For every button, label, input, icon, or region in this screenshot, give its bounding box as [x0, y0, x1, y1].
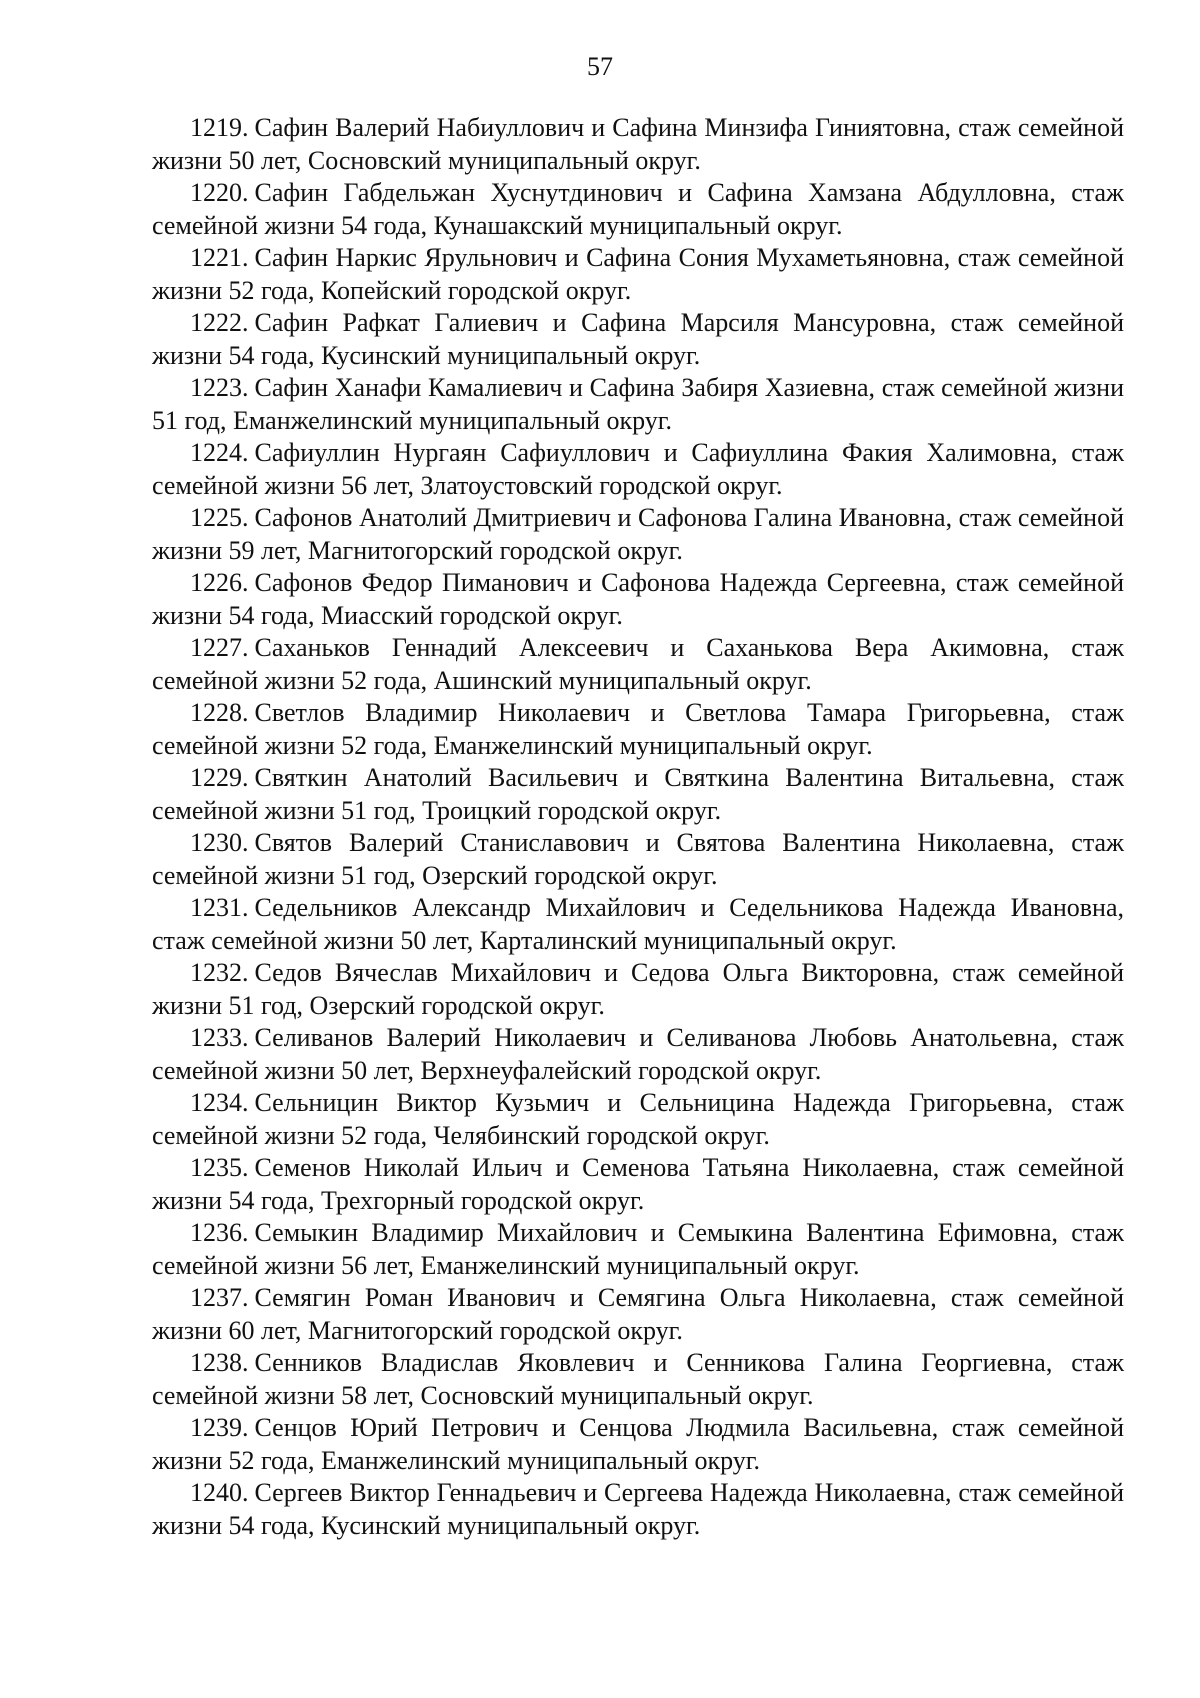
entry-number: 1221. [190, 243, 249, 272]
entry-text: Седельников Александр Михайлович и Седельникова Надежда Ивановна, стаж семейной жизни 50 лет, Карталинский муниципальный округ. [152, 893, 1124, 955]
list-item [152, 1087, 1124, 1152]
entry-number: 1227. [190, 633, 249, 662]
list-item [152, 112, 1124, 177]
list-item [152, 437, 1124, 502]
entry-text: Сафин Габдельжан Хуснутдинович и Сафина Хамзана Абдулловна, стаж семейной жизни 54 года, Кунашакский муниципальный округ. [152, 178, 1124, 240]
list-item [152, 1217, 1124, 1282]
list-item [152, 1152, 1124, 1217]
list-item [152, 1022, 1124, 1087]
list-item [152, 242, 1124, 307]
entry-number: 1228. [190, 698, 249, 727]
entry-text: Сельницин Виктор Кузьмич и Сельницина Надежда Григорьевна, стаж семейной жизни 52 года, Челябинский городской округ. [152, 1088, 1124, 1150]
entry-text: Селиванов Валерий Николаевич и Селиванова Любовь Анатольевна, стаж семейной жизни 50 лет, Верхнеуфалейский городской округ. [152, 1023, 1124, 1085]
entry-number: 1224. [190, 438, 249, 467]
entry-text: Сафонов Анатолий Дмитриевич и Сафонова Галина Ивановна, стаж семейной жизни 59 лет, Магнитогорский городской округ. [152, 503, 1124, 565]
entry-text: Святов Валерий Станиславович и Святова Валентина Николаевна, стаж семейной жизни 51 год, Озерский городской округ. [152, 828, 1124, 890]
list-item [152, 827, 1124, 892]
entry-number: 1237. [190, 1283, 249, 1312]
list-item [152, 502, 1124, 567]
entry-text: Саханьков Геннадий Алексеевич и Саханькова Вера Акимовна, стаж семейной жизни 52 года, Ашинский муниципальный округ. [152, 633, 1124, 695]
list-item [152, 632, 1124, 697]
entry-number: 1222. [190, 308, 249, 337]
list-item [152, 1347, 1124, 1412]
entry-text: Сафин Наркис Ярульнович и Сафина Сония Мухаметьяновна, стаж семейной жизни 52 года, Копейский городской округ. [152, 243, 1124, 305]
entry-list [152, 112, 1124, 1542]
entry-number: 1233. [190, 1023, 249, 1052]
list-item [152, 567, 1124, 632]
entry-number: 1220. [190, 178, 249, 207]
list-item [152, 1412, 1124, 1477]
entry-number: 1230. [190, 828, 249, 857]
entry-text: Сенцов Юрий Петрович и Сенцова Людмила Васильевна, стаж семейной жизни 52 года, Еманжелинский муниципальный округ. [152, 1413, 1124, 1475]
entry-number: 1223. [190, 373, 249, 402]
entry-text: Семенов Николай Ильич и Семенова Татьяна Николаевна, стаж семейной жизни 54 года, Трехгорный городской округ. [152, 1153, 1124, 1215]
entry-number: 1235. [190, 1153, 249, 1182]
entry-number: 1231. [190, 893, 249, 922]
list-item [152, 1282, 1124, 1347]
list-item [152, 1477, 1124, 1542]
list-item [152, 177, 1124, 242]
list-item [152, 892, 1124, 957]
entry-text: Сафин Ханафи Камалиевич и Сафина Забиря Хазиевна, стаж семейной жизни 51 год, Еманжелинский муниципальный округ. [152, 373, 1124, 435]
entry-text: Седов Вячеслав Михайлович и Седова Ольга Викторовна, стаж семейной жизни 51 год, Озерский городской округ. [152, 958, 1124, 1020]
list-item [152, 372, 1124, 437]
entry-number: 1219. [190, 113, 249, 142]
entry-number: 1232. [190, 958, 249, 987]
entry-text: Сафиуллин Нургаян Сафиуллович и Сафиуллина Факия Халимовна, стаж семейной жизни 56 лет, Златоустовский городской округ. [152, 438, 1124, 500]
entry-number: 1236. [190, 1218, 249, 1247]
list-item [152, 957, 1124, 1022]
entry-number: 1239. [190, 1413, 249, 1442]
page-number: 57 [587, 52, 613, 81]
entry-number: 1225. [190, 503, 249, 532]
entry-text: Сергеев Виктор Геннадьевич и Сергеева Надежда Николаевна, стаж семейной жизни 54 года, Кусинский муниципальный округ. [152, 1478, 1124, 1540]
entry-text: Сафин Рафкат Галиевич и Сафина Марсиля Мансуровна, стаж семейной жизни 54 года, Кусинский муниципальный округ. [152, 308, 1124, 370]
list-item [152, 307, 1124, 372]
entry-number: 1229. [190, 763, 249, 792]
entry-number: 1234. [190, 1088, 249, 1117]
list-item [152, 697, 1124, 762]
entry-number: 1226. [190, 568, 249, 597]
entry-text: Сафин Валерий Набиуллович и Сафина Минзифа Гиниятовна, стаж семейной жизни 50 лет, Сосновский муниципальный округ. [152, 113, 1124, 175]
entry-text: Святкин Анатолий Васильевич и Святкина Валентина Витальевна, стаж семейной жизни 51 год, Троицкий городской округ. [152, 763, 1124, 825]
entry-text: Семягин Роман Иванович и Семягина Ольга Николаевна, стаж семейной жизни 60 лет, Магнитогорский городской округ. [152, 1283, 1124, 1345]
entry-number: 1240. [190, 1478, 249, 1507]
entry-text: Сенников Владислав Яковлевич и Сенникова Галина Георгиевна, стаж семейной жизни 58 лет, Сосновский муниципальный округ. [152, 1348, 1124, 1410]
list-item [152, 762, 1124, 827]
entry-text: Семыкин Владимир Михайлович и Семыкина Валентина Ефимовна, стаж семейной жизни 56 лет, Еманжелинский муниципальный округ. [152, 1218, 1124, 1280]
entry-number: 1238. [190, 1348, 249, 1377]
entry-text: Сафонов Федор Пиманович и Сафонова Надежда Сергеевна, стаж семейной жизни 54 года, Миасский городской округ. [152, 568, 1124, 630]
entry-text: Светлов Владимир Николаевич и Светлова Тамара Григорьевна, стаж семейной жизни 52 года, Еманжелинский муниципальный округ. [152, 698, 1124, 760]
